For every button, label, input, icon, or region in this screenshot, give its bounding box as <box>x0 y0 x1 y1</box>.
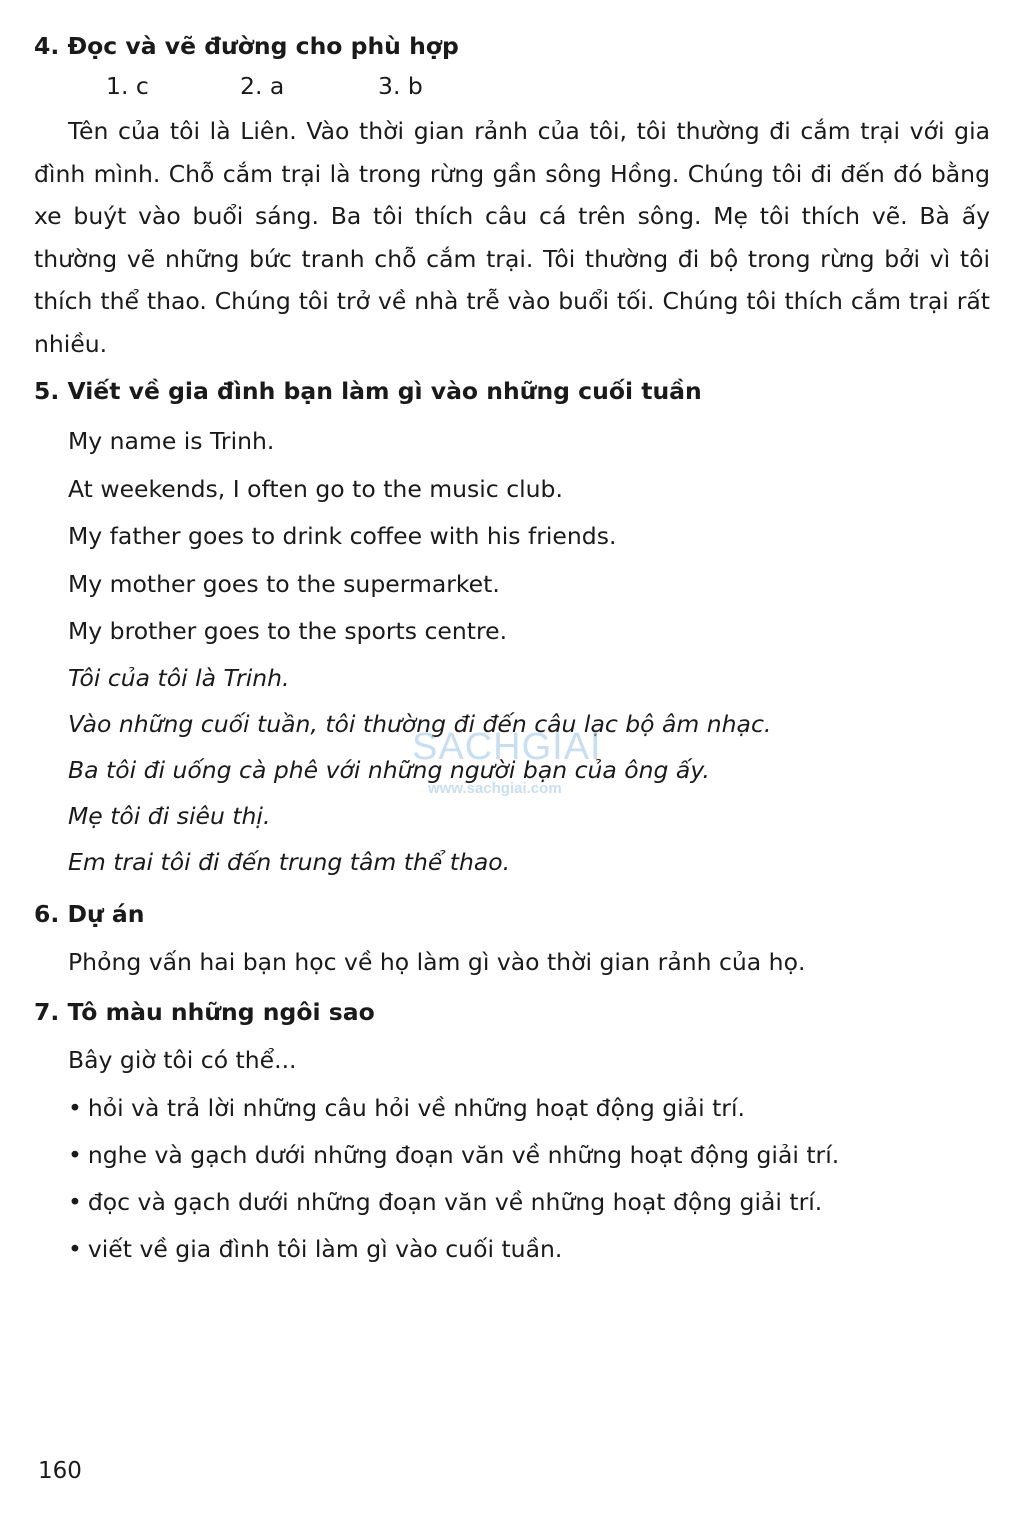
english-line: My name is Trinh. <box>68 427 275 455</box>
paragraph-text: Tên của tôi là Liên. Vào thời gian rảnh của tôi, tôi thường đi cắm trại với gia đình mình. Chỗ cắm trại là trong rừng gần sông Hồng. Chúng tôi đi đến đó bằng xe buýt vào buổi sáng. Ba tôi thích câu cá trên sông. Mẹ tôi thích vẽ. Bà ấy thường vẽ những bức tranh chỗ cắm trại. Tôi thường đi bộ trong rừng bởi vì tôi thích thể thao. Chúng tôi trở về nhà trễ vào buổi tối. Chúng tôi thích cắm trại rất nhiều. <box>34 117 990 358</box>
bullet-text: nghe và gạch dưới những đoạn văn về những hoạt động giải trí. <box>87 1141 840 1169</box>
watermark-url: www.sachgiai.com <box>428 780 562 797</box>
section-7-heading: 7. Tô màu những ngôi sao <box>34 998 375 1026</box>
bullet-item <box>68 1188 822 1216</box>
watermark-title: SACHGIAI <box>412 726 602 768</box>
answer-1: 1. c <box>106 72 149 100</box>
vietnamese-line: Mẹ tôi đi siêu thị. <box>68 802 271 830</box>
section-6-heading: 6. Dự án <box>34 900 145 928</box>
english-line: My brother goes to the sports centre. <box>68 617 508 645</box>
english-line: My mother goes to the supermarket. <box>68 570 500 598</box>
section-4-paragraph <box>34 110 990 366</box>
bullet-item <box>68 1235 562 1263</box>
bullet-icon: • <box>68 1188 82 1216</box>
section-4-heading: 4. Đọc và vẽ đường cho phù hợp <box>34 32 459 60</box>
section-6-text: Phỏng vấn hai bạn học về họ làm gì vào thời gian rảnh của họ. <box>68 948 806 976</box>
english-line: My father goes to drink coffee with his friends. <box>68 522 617 550</box>
answer-2: 2. a <box>240 72 285 100</box>
bullet-text: viết về gia đình tôi làm gì vào cuối tuần. <box>87 1235 563 1263</box>
section-5-heading: 5. Viết về gia đình bạn làm gì vào những cuối tuần <box>34 377 702 405</box>
bullet-icon: • <box>68 1094 82 1122</box>
bullet-icon: • <box>68 1141 82 1169</box>
section-7-intro: Bây giờ tôi có thể... <box>68 1046 297 1074</box>
english-line: At weekends, I often go to the music club. <box>68 475 563 503</box>
bullet-text: hỏi và trả lời những câu hỏi về những hoạt động giải trí. <box>87 1094 745 1122</box>
vietnamese-line: Tôi của tôi là Trinh. <box>68 664 290 692</box>
page-number: 160 <box>38 1458 82 1484</box>
vietnamese-line: Em trai tôi đi đến trung tâm thể thao. <box>68 848 511 876</box>
bullet-item <box>68 1141 839 1169</box>
vietnamese-line: Vào những cuối tuần, tôi thường đi đến câu lạc bộ âm nhạc. <box>68 710 772 738</box>
answer-3: 3. b <box>378 72 423 100</box>
bullet-text: đọc và gạch dưới những đoạn văn về những hoạt động giải trí. <box>87 1188 823 1216</box>
bullet-item <box>68 1094 745 1122</box>
vietnamese-line: Ba tôi đi uống cà phê với những người bạn của ông ấy. <box>68 756 710 784</box>
bullet-icon: • <box>68 1235 82 1263</box>
